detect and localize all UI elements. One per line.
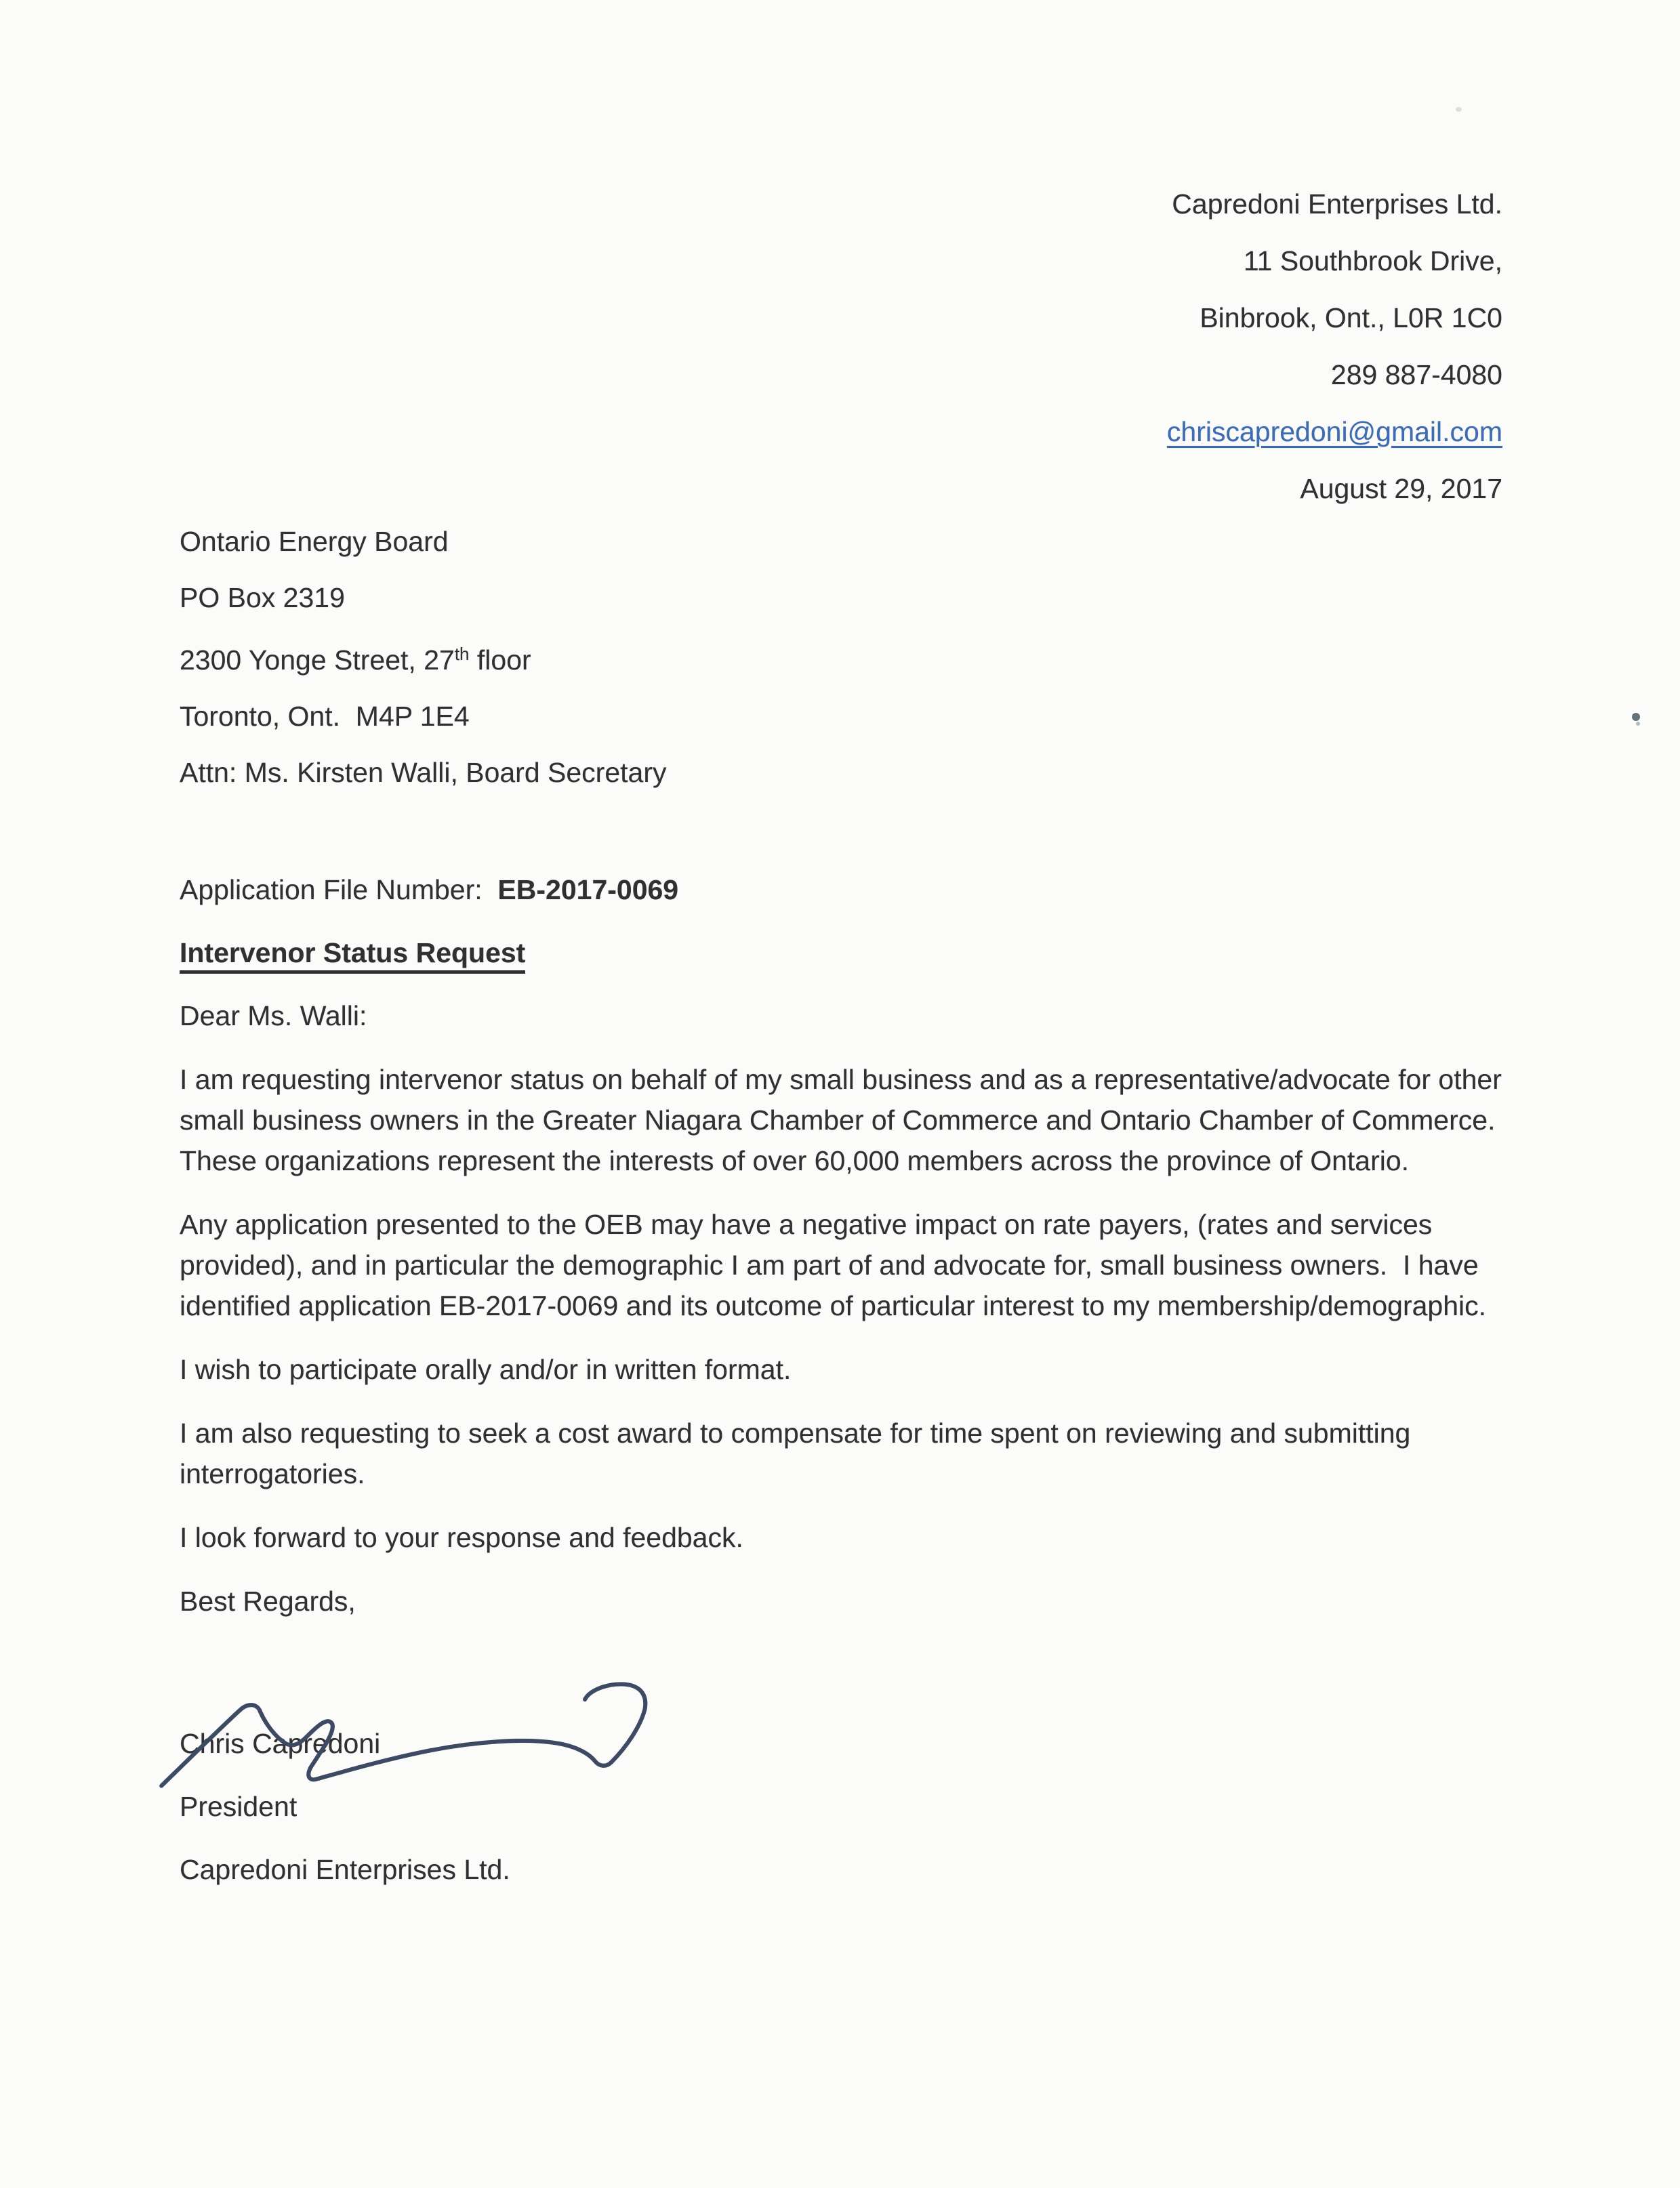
signer-company: Capredoni Enterprises Ltd. — [180, 1854, 510, 1885]
salutation: Dear Ms. Walli: — [180, 1000, 367, 1031]
street-text: 2300 Yonge Street, 27 — [180, 644, 455, 676]
signer-name: Chris Capredoni — [180, 1728, 381, 1759]
sender-address-2: Binbrook, Ont., L0R 1C0 — [1200, 302, 1502, 333]
scan-artifact — [1632, 713, 1640, 721]
recipient-block — [180, 526, 666, 813]
sender-company: Capredoni Enterprises Ltd. — [1172, 188, 1502, 220]
street-floor-text: floor — [469, 644, 531, 676]
subject-title: Intervenor Status Request — [180, 935, 525, 974]
sender-block — [1167, 188, 1502, 530]
application-file-number: EB-2017-0069 — [497, 874, 679, 905]
closing: Best Regards, — [180, 1586, 356, 1617]
sender-phone: 289 887-4080 — [1330, 359, 1502, 390]
recipient-attention-line: Attn: Ms. Kirsten Walli, Board Secretary — [180, 757, 667, 788]
sender-email-link[interactable]: chriscapredoni@gmail.com — [1166, 416, 1502, 447]
body-paragraph-3: I wish to participate orally and/or in written format. — [180, 1354, 792, 1385]
recipient-city-line: Toronto, Ont. M4P 1E4 — [180, 701, 470, 732]
sender-address-1: 11 Southbrook Drive, — [1243, 245, 1502, 276]
subject-line — [180, 932, 1504, 974]
recipient-po-box: PO Box 2319 — [180, 582, 345, 613]
application-file-label: Application File Number: — [180, 874, 498, 905]
recipient-organization: Ontario Energy Board — [180, 526, 449, 557]
signature-scribble — [156, 1675, 657, 1798]
signer-title: President — [180, 1791, 298, 1822]
street-floor-superscript: th — [454, 644, 470, 664]
application-file-line — [180, 869, 1504, 910]
body-paragraph-5: I look forward to your response and feedback. — [180, 1522, 743, 1553]
body-paragraph-1: I am requesting intervenor status on behalf of my small business and as a representative/advocate for other small business owners in the Greater Niagara Chamber of Commerce and Ontario Chamber of Commerce. These organizations represent the interests of over 60,000 members across the province of Ontario. — [180, 1064, 1511, 1176]
recipient-street — [180, 638, 666, 676]
body-paragraph-4: I am also requesting to seek a cost award to compensate for time spent on reviewing and submitting interrogatories. — [180, 1418, 1418, 1489]
letter-date: August 29, 2017 — [1300, 473, 1502, 504]
body-paragraph-2: Any application presented to the OEB may have a negative impact on rate payers, (rates and services provided), and in particular the demographic I am part of and advocate for, small business owners. I have identified application EB-2017-0069 and its outcome of particular interest to my membership/demographic. — [180, 1209, 1487, 1321]
scan-artifact — [1456, 107, 1462, 112]
